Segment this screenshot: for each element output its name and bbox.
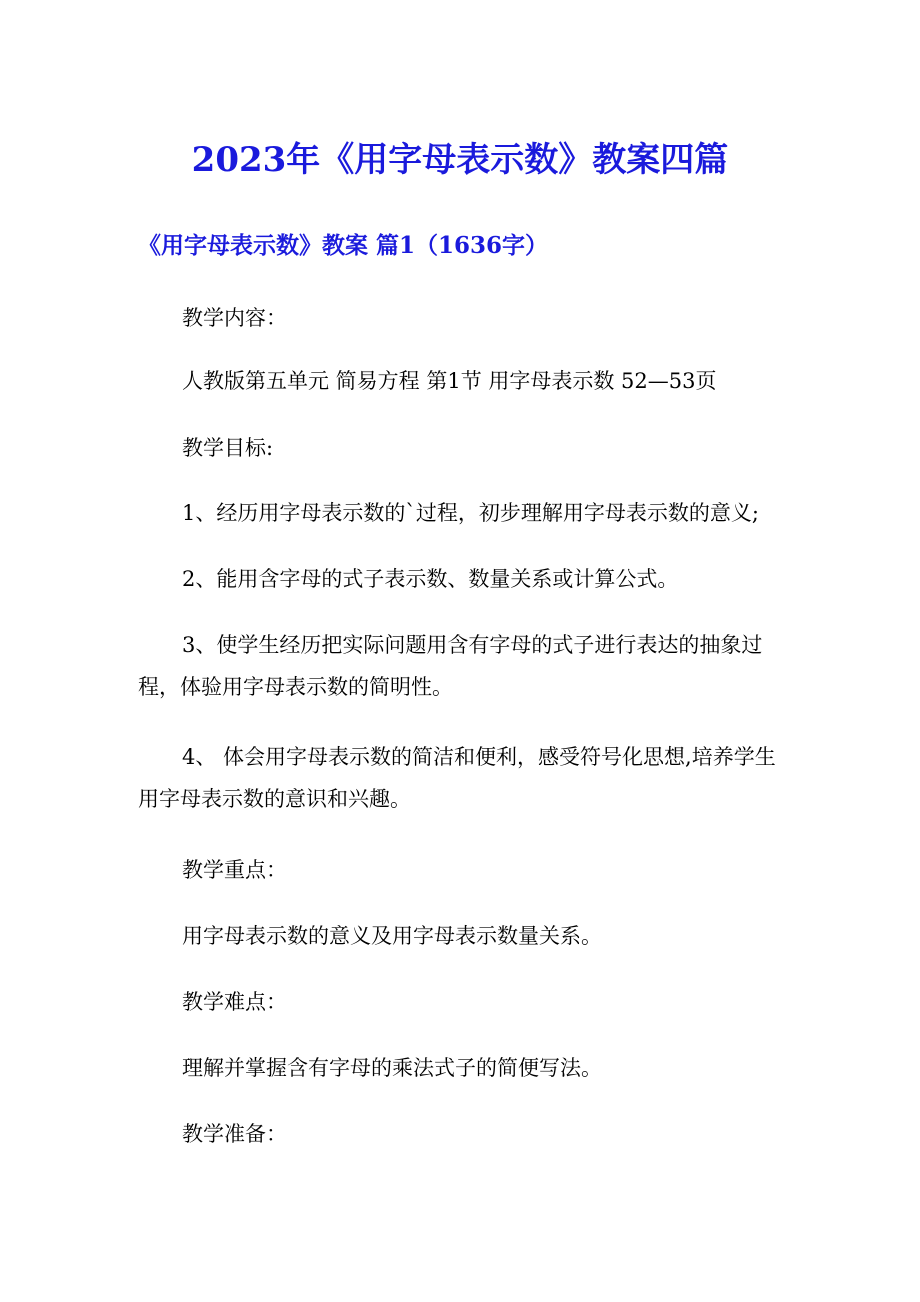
paragraph-goal-3: 3、使学生经历把实际问题用含有字母的式子进行表达的抽象过程，体验用字母表示数的简明性。 xyxy=(138,633,763,699)
paragraph-key-points: 用字母表示数的意义及用字母表示数量关系。 xyxy=(182,924,602,948)
section-heading: 《用字母表示数》教案 篇1（1636字） xyxy=(138,232,549,259)
paragraph-teaching-content: 人教版第五单元 简易方程 第1节 用字母表示数 52—53页 xyxy=(182,369,717,393)
paragraph-key-points-label: 教学重点： xyxy=(182,858,287,882)
document-title: 2023年《用字母表示数》教案四篇 xyxy=(191,140,729,180)
paragraph-difficulties-label: 教学难点： xyxy=(182,990,287,1014)
paragraph-goal-4: 4、 体会用字母表示数的简洁和便利，感受符号化思想,培养学生用字母表示数的意识和兴趣。 xyxy=(138,745,776,811)
paragraph-difficulties: 理解并掌握含有字母的乘法式子的简便写法。 xyxy=(182,1056,602,1080)
paragraph-teaching-goals-label: 教学目标: xyxy=(182,436,274,460)
paragraph-teaching-content-label: 教学内容： xyxy=(182,306,287,330)
paragraph-goal-1: 1、经历用字母表示数的`过程，初步理解用字母表示数的意义; xyxy=(182,501,759,525)
paragraph-preparation-label: 教学准备： xyxy=(182,1122,287,1146)
paragraph-goal-2: 2、能用含字母的式子表示数、数量关系或计算公式。 xyxy=(182,567,679,591)
